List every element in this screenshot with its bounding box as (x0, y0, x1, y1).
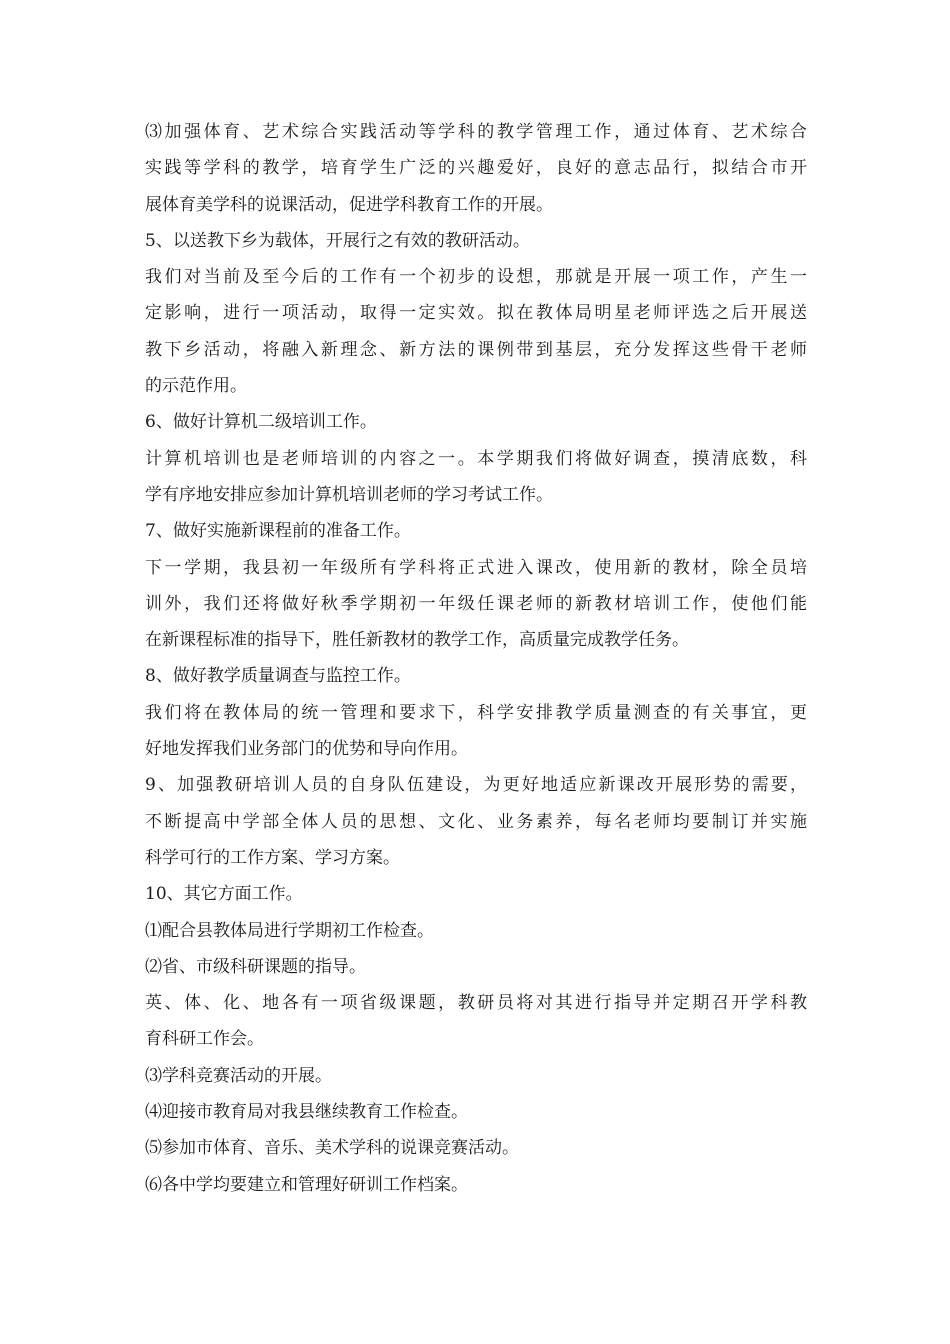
paragraph-line: 展体育美学科的说课活动，促进学科教育工作的开展。 (145, 194, 553, 215)
paragraph-line: 我们对当前及至今后的工作有一个初步的设想，那就是开展一项工作，产生一 (145, 267, 807, 288)
section-heading: 9、加强教研培训人员的自身队伍建设，为更好地适应新课改开展形势的需要， (145, 775, 807, 796)
paragraph-line: 训外，我们还将做好秋季学期初一年级任课老师的新教材培训工作，使他们能 (145, 593, 807, 614)
paragraph-line: ⑶加强体育、艺术综合实践活动等学科的教学管理工作，通过体育、艺术综合 (145, 122, 807, 142)
paragraph-line: 科学可行的工作方案、学习方案。 (145, 847, 400, 868)
paragraph-line: 的示范作用。 (145, 376, 247, 397)
section-heading: 5、以送教下乡为载体，开展行之有效的教研活动。 (145, 230, 530, 251)
list-item: ⑵省、市级科研课题的指导。 (145, 956, 366, 977)
section-heading: 6、做好计算机二级培训工作。 (145, 412, 377, 433)
list-item: ⑷迎接市教育局对我县继续教育工作检查。 (145, 1102, 468, 1123)
paragraph-line: 实践等学科的教学，培育学生广泛的兴趣爱好，良好的意志品行，拟结合市开 (145, 158, 807, 179)
document-body (145, 114, 807, 1203)
section-heading: 10、其它方面工作。 (145, 884, 303, 905)
list-item: ⑴配合县教体局进行学期初工作检查。 (145, 920, 434, 941)
paragraph-line: 定影响，进行一项活动，取得一定实效。拟在教体局明星老师评选之后开展送 (145, 303, 807, 324)
list-item: ⑶学科竞赛活动的开展。 (145, 1065, 332, 1086)
list-item: ⑸参加市体育、音乐、美术学科的说课竞赛活动。 (145, 1138, 519, 1159)
paragraph-line: 好地发挥我们业务部门的优势和导向作用。 (145, 739, 468, 760)
paragraph-line: 我们将在教体局的统一管理和要求下，科学安排教学质量测查的有关事宜，更 (145, 702, 807, 723)
section-heading: 7、做好实施新课程前的准备工作。 (145, 521, 411, 542)
paragraph-line: 英、体、化、地各有一项省级课题，教研员将对其进行指导并定期召开学科教 (145, 993, 807, 1014)
paragraph-line: 计算机培训也是老师培训的内容之一。本学期我们将做好调查，摸清底数，科 (145, 448, 807, 469)
list-item: ⑹各中学均要建立和管理好研训工作档案。 (145, 1174, 468, 1195)
paragraph-line: 教下乡活动，将融入新理念、新方法的课例带到基层，充分发挥这些骨干老师 (145, 339, 807, 360)
paragraph-line: 育科研工作会。 (145, 1029, 264, 1050)
paragraph-line: 在新课程标准的指导下，胜任新教材的教学工作，高质量完成教学任务。 (145, 630, 689, 651)
paragraph-line: 学有序地安排应参加计算机培训老师的学习考试工作。 (145, 484, 553, 505)
paragraph-line: 下一学期，我县初一年级所有学科将正式进入课改，使用新的教材，除全员培 (145, 557, 807, 578)
section-heading: 8、做好教学质量调查与监控工作。 (145, 666, 411, 687)
paragraph-line: 不断提高中学部全体人员的思想、文化、业务素养，每名老师均要制订并实施 (145, 811, 807, 832)
